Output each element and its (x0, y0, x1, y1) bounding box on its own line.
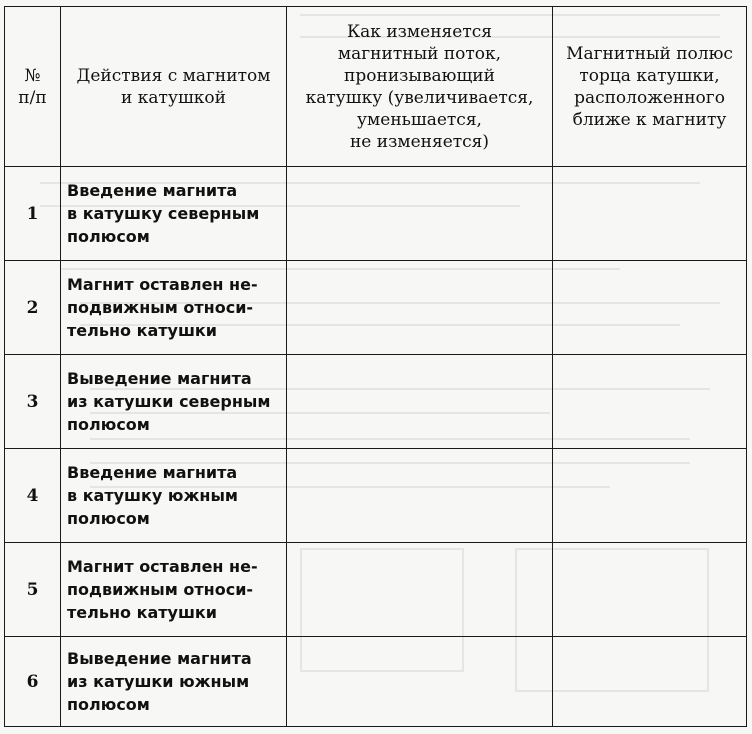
row-action: Введение магнита в катушку северным полюсом (61, 167, 287, 261)
row-number: 5 (5, 543, 61, 637)
flux-answer-cell[interactable] (287, 637, 553, 727)
table-header-row (5, 7, 747, 167)
pole-answer-cell[interactable] (553, 543, 747, 637)
pole-answer-cell[interactable] (553, 355, 747, 449)
header-number: № п/п (5, 7, 61, 167)
row-number: 6 (5, 637, 61, 727)
row-number: 1 (5, 167, 61, 261)
pole-answer-cell[interactable] (553, 261, 747, 355)
flux-answer-cell[interactable] (287, 543, 553, 637)
row-number: 4 (5, 449, 61, 543)
table-row (5, 355, 747, 449)
row-action: Выведение магнита из катушки северным полюсом (61, 355, 287, 449)
experiment-table (4, 6, 747, 727)
row-number: 3 (5, 355, 61, 449)
flux-answer-cell[interactable] (287, 261, 553, 355)
table-row (5, 261, 747, 355)
table-row (5, 543, 747, 637)
flux-answer-cell[interactable] (287, 449, 553, 543)
pole-answer-cell[interactable] (553, 167, 747, 261)
header-actions: Действия с магнитом и катушкой (61, 7, 287, 167)
flux-answer-cell[interactable] (287, 355, 553, 449)
pole-answer-cell[interactable] (553, 449, 747, 543)
header-flux-change: Как изменяется магнитный поток, пронизывающий катушку (увеличивается, уменьшается, не изменяется) (287, 7, 553, 167)
row-number: 2 (5, 261, 61, 355)
row-action: Магнит оставлен не- подвижным относи- тельно катушки (61, 261, 287, 355)
flux-answer-cell[interactable] (287, 167, 553, 261)
pole-answer-cell[interactable] (553, 637, 747, 727)
table-row (5, 449, 747, 543)
table-row (5, 637, 747, 727)
row-action: Магнит оставлен не- подвижным относи- тельно катушки (61, 543, 287, 637)
header-magnetic-pole: Магнитный полюс торца катушки, расположенного ближе к магниту (553, 7, 747, 167)
row-action: Выведение магнита из катушки южным полюсом (61, 637, 287, 727)
row-action: Введение магнита в катушку южным полюсом (61, 449, 287, 543)
table-row (5, 167, 747, 261)
